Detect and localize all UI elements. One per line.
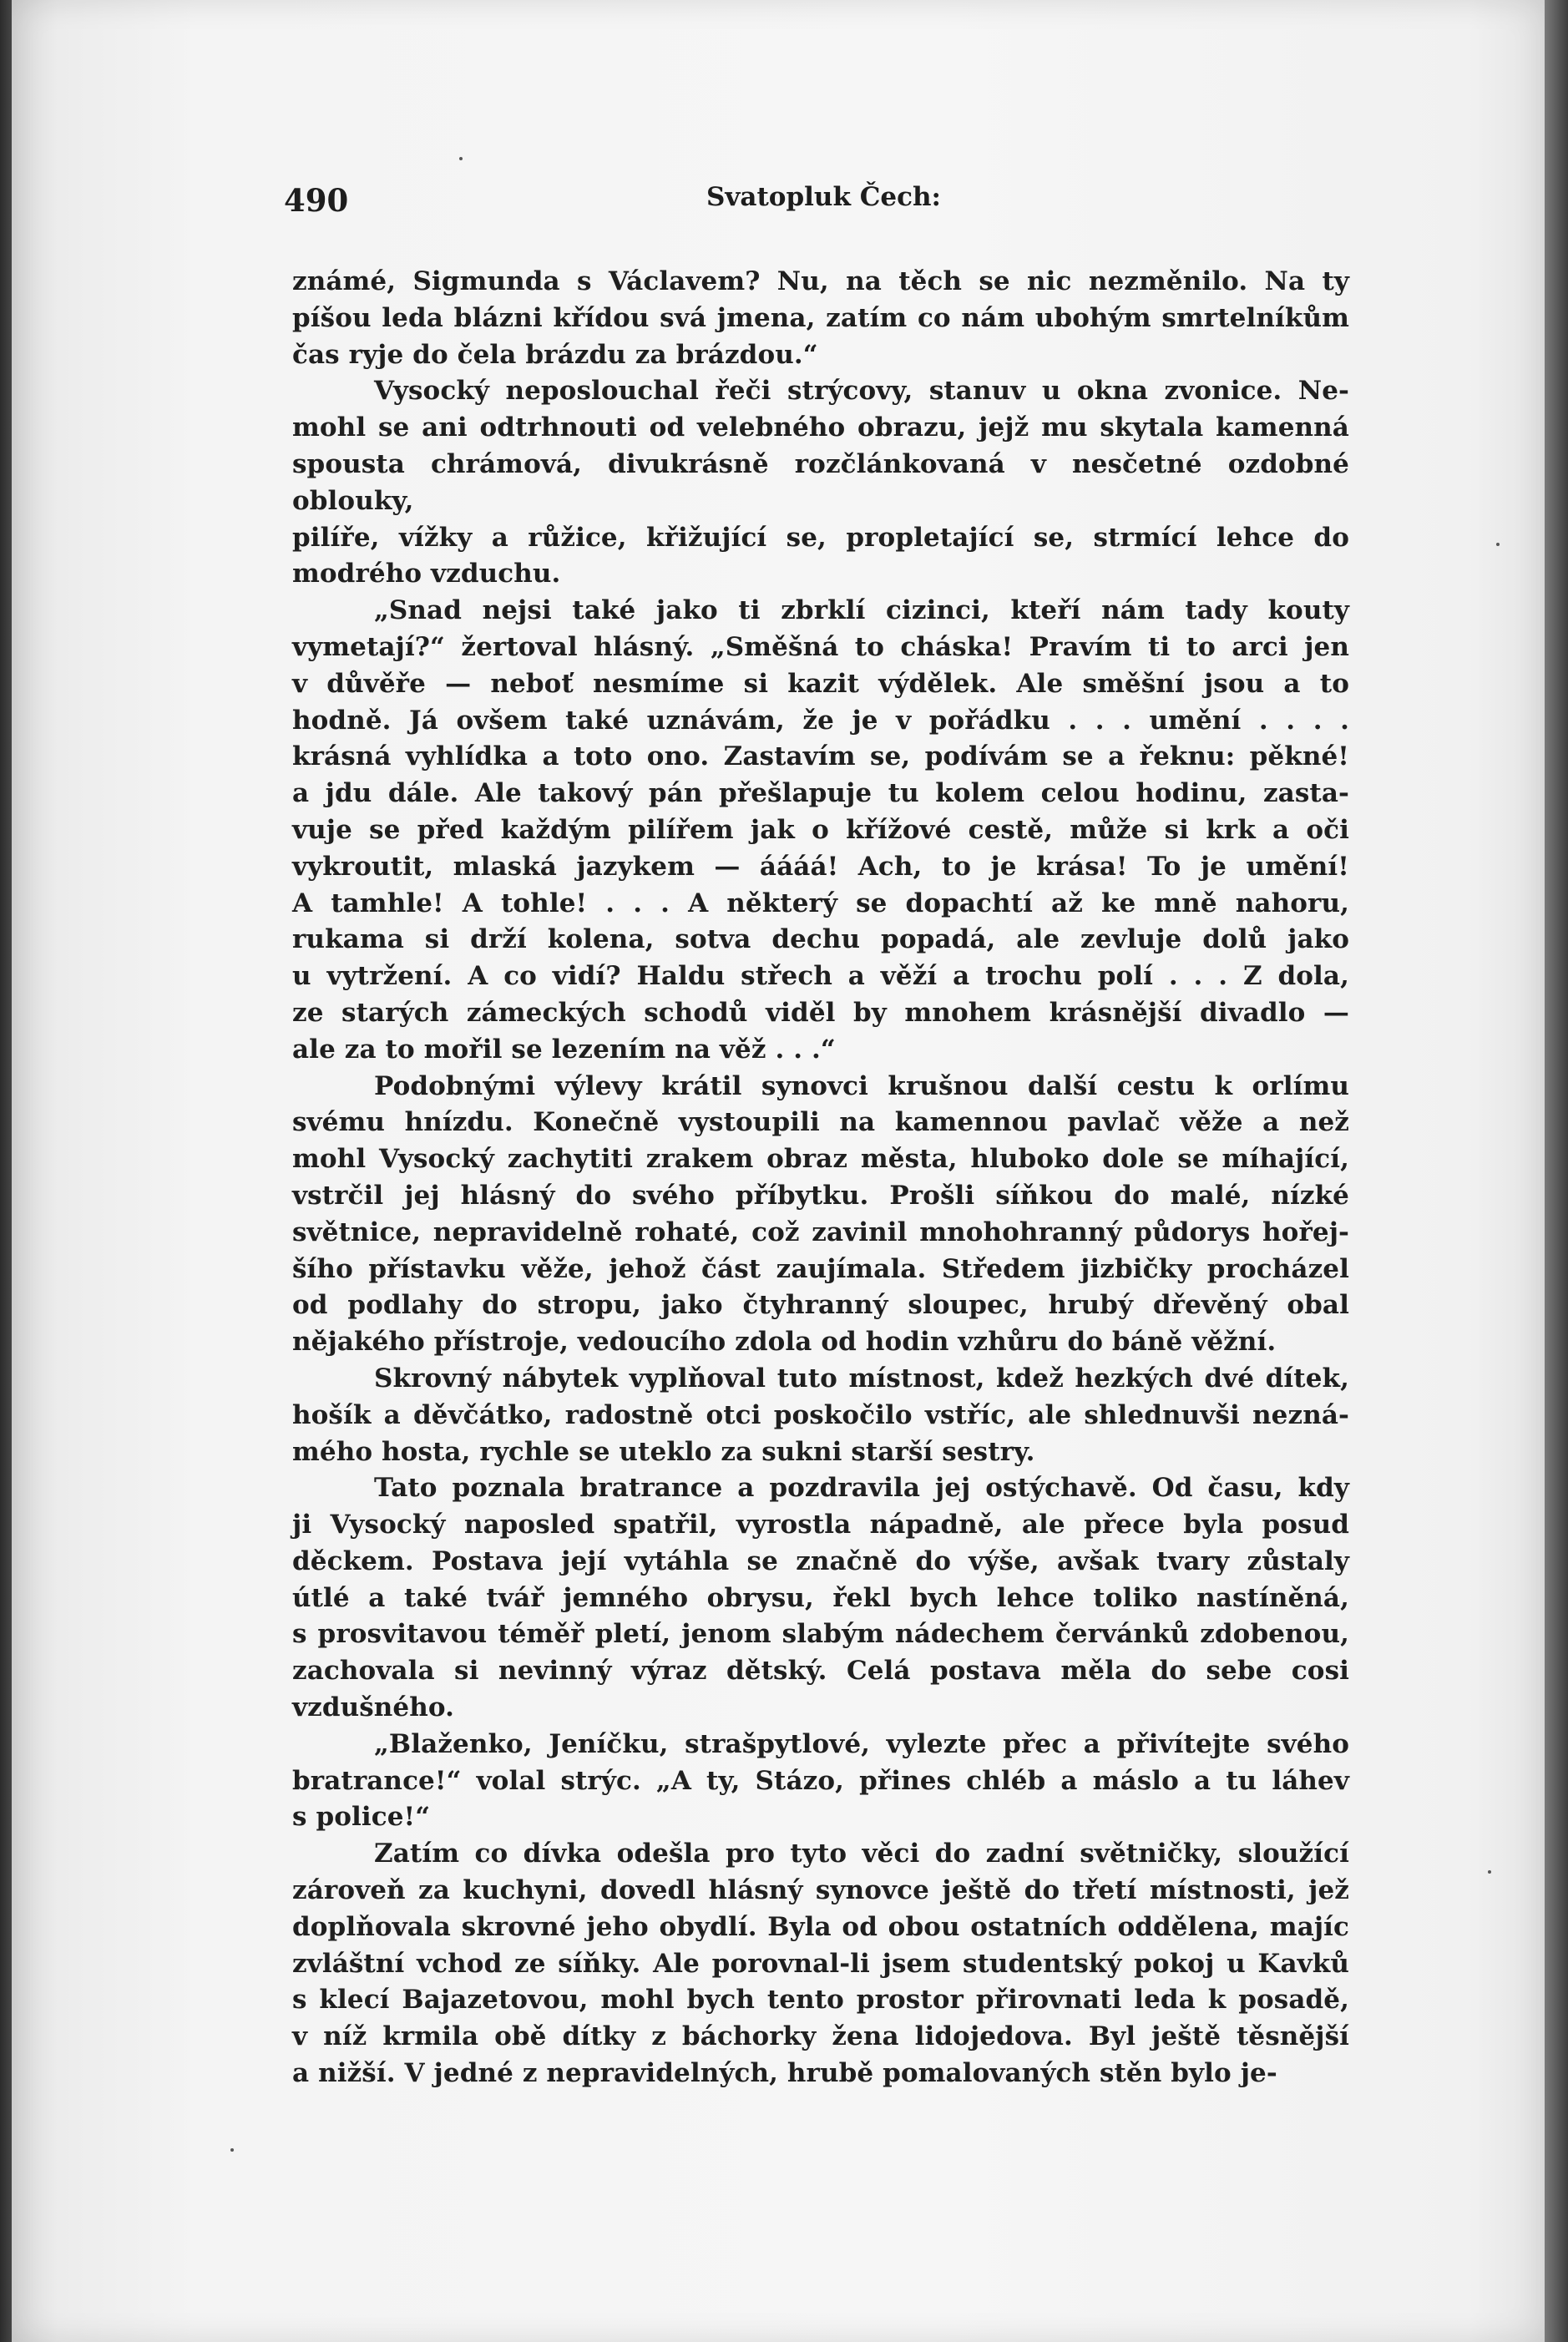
text-line: mohl se ani odtrhnouti od velebného obrazu, jejž mu skytala kamenná	[292, 412, 1349, 443]
text-line: rukama si drží kolena, sotva dechu popadá, ale zevluje dolů jako	[292, 924, 1349, 955]
text-line: Zatím co dívka odešla pro tyto věci do zadní světničky, sloužící	[374, 1839, 1349, 1869]
text-line: zvláštní vchod ze síňky. Ale porovnal-li jsem studentský pokoj u Kavků	[292, 1948, 1349, 1979]
text-line: světnice, nepravidelně rohaté, což zavinil mnohohranný půdorys hořej-	[292, 1217, 1349, 1247]
text-line: pilíře, vížky a růžice, křižující se, propletající se, strmící lehce do	[292, 522, 1349, 553]
text-line: píšou leda blázni křídou svá jmena, zatím co nám ubohým smrtelníkům	[292, 302, 1349, 333]
text-line: vstrčil jej hlásný do svého příbytku. Prošli síňkou do malé, nízké	[292, 1180, 1349, 1211]
scan-speck	[459, 157, 463, 160]
scan-speck	[1488, 1870, 1491, 1874]
text-line: nějakého přístroje, vedoucího zdola od hodin vzhůru do báně věžní.	[292, 1327, 1277, 1358]
scan-speck	[230, 2148, 234, 2152]
text-line: hošík a děvčátko, radostně otci poskočilo vstříc, ale shlednuvši nezná-	[292, 1399, 1349, 1430]
text-line: v níž krmila obě dítky z báchorky žena lidojedova. Byl ještě těsnější	[292, 2021, 1349, 2052]
text-line: a jdu dále. Ale takový pán přešlapuje tu kolem celou hodinu, zasta-	[292, 778, 1349, 809]
text-line: modrého vzduchu.	[292, 559, 561, 589]
text-line: od podlahy do stropu, jako čtyhranný sloupec, hrubý dřevěný obal	[292, 1290, 1349, 1321]
text-line: a nižší. V jedné z nepravidelných, hrubě pomalovaných stěn bylo je-	[292, 2058, 1277, 2089]
text-line: Skrovný nábytek vyplňoval tuto místnost, kdež hezkých dvé dítek,	[374, 1363, 1349, 1394]
text-line: u vytržení. A co vidí? Haldu střech a věží a trochu polí . . . Z dola,	[292, 961, 1349, 992]
book-page	[12, 0, 1545, 2342]
text-line: Tato poznala bratrance a pozdravila jej ostýchavě. Od času, kdy	[374, 1473, 1349, 1504]
text-line: děckem. Postava její vytáhla se značně do výše, avšak tvary zůstaly	[292, 1545, 1349, 1576]
text-line: vymetají?“ žertoval hlásný. „Směšná to cháska! Pravím ti to arci jen	[292, 631, 1349, 662]
text-line: zároveň za kuchyni, dovedl hlásný synovce ještě do třetí místnosti, jež	[292, 1875, 1349, 1906]
text-line: šího přístavku věže, jehož část zaujímala. Středem jizbičky procházel	[292, 1253, 1349, 1284]
text-line: doplňovala skrovné jeho obydlí. Byla od obou ostatních oddělena, majíc	[292, 1911, 1349, 1942]
text-line: zachovala si nevinný výraz dětský. Celá postava měla do sebe cosi	[292, 1656, 1349, 1687]
text-line: s police!“	[292, 1802, 431, 1833]
text-line: ale za to mořil se lezením na věž . . .“	[292, 1034, 836, 1065]
scan-speck	[1496, 543, 1500, 546]
text-line: s prosvitavou téměř pletí, jenom slabým nádechem červánků zdobenou,	[292, 1619, 1349, 1650]
text-line: mého hosta, rychle se uteklo za sukni starší sestry.	[292, 1436, 1035, 1467]
scan-right-edge	[1545, 0, 1568, 2342]
text-line: čas ryje do čela brázdu za brázdou.“	[292, 339, 818, 370]
text-line: známé, Sigmunda s Václavem? Nu, na těch se nic nezměnilo. Na ty	[292, 266, 1349, 296]
text-line: vuje se před každým pilířem jak o křížové cestě, může si krk a oči	[292, 814, 1349, 845]
text-line: A tamhle! A tohle! . . . A některý se dopachtí až ke mně nahoru,	[292, 888, 1349, 918]
page-header	[284, 182, 1348, 232]
text-line: mohl Vysocký zachytiti zrakem obraz města, hluboko dole se míhající,	[292, 1144, 1349, 1175]
text-line: „Blaženko, Jeníčku, strašpytlové, vylezte přec a přivítejte svého	[374, 1728, 1349, 1759]
text-line: s klecí Bajazetovou, mohl bych tento prostor přirovnati leda k posadě,	[292, 1985, 1349, 2016]
page-number: 490	[284, 182, 349, 219]
text-line: spousta chrámová, divukrásně rozčlánkovaná v nesčetné ozdobné oblouky,	[292, 448, 1349, 516]
text-line: ze starých zámeckých schodů viděl by mnohem krásnější divadlo —	[292, 997, 1349, 1028]
text-line: hodně. Já ovšem také uznávám, že je v pořádku . . . umění . . . .	[292, 705, 1349, 736]
text-line: svému hnízdu. Konečně vystoupili na kamennou pavlač věže a než	[292, 1107, 1349, 1138]
text-line: Vysocký neposlouchal řeči strýcovy, stanuv u okna zvonice. Ne-	[374, 376, 1349, 407]
body-text	[292, 264, 1349, 2092]
text-line: „Snad nejsi také jako ti zbrklí cizinci, kteří nám tady kouty	[374, 595, 1349, 626]
text-line: útlé a také tvář jemného obrysu, řekl bych lehce toliko nastíněná,	[292, 1582, 1349, 1613]
text-line: vzdušného.	[292, 1692, 455, 1723]
running-head: Svatopluk Čech:	[706, 182, 941, 212]
text-line: krásná vyhlídka a toto ono. Zastavím se, podívám se a řeknu: pěkné!	[292, 741, 1349, 772]
text-line: Podobnými výlevy krátil synovci krušnou další cestu k orlímu	[374, 1070, 1349, 1101]
text-line: v důvěře — neboť nesmíme si kazit výdělek. Ale směšní jsou a to	[292, 668, 1349, 699]
text-line: vykroutit, mlaská jazykem — áááá! Ach, to je krása! To je umění!	[292, 851, 1349, 882]
text-line: bratrance!“ volal strýc. „A ty, Stázo, přines chléb a máslo a tu láhev	[292, 1765, 1349, 1796]
text-line: ji Vysocký naposled spatřil, vyrostla nápadně, ale přece byla posud	[292, 1510, 1349, 1540]
